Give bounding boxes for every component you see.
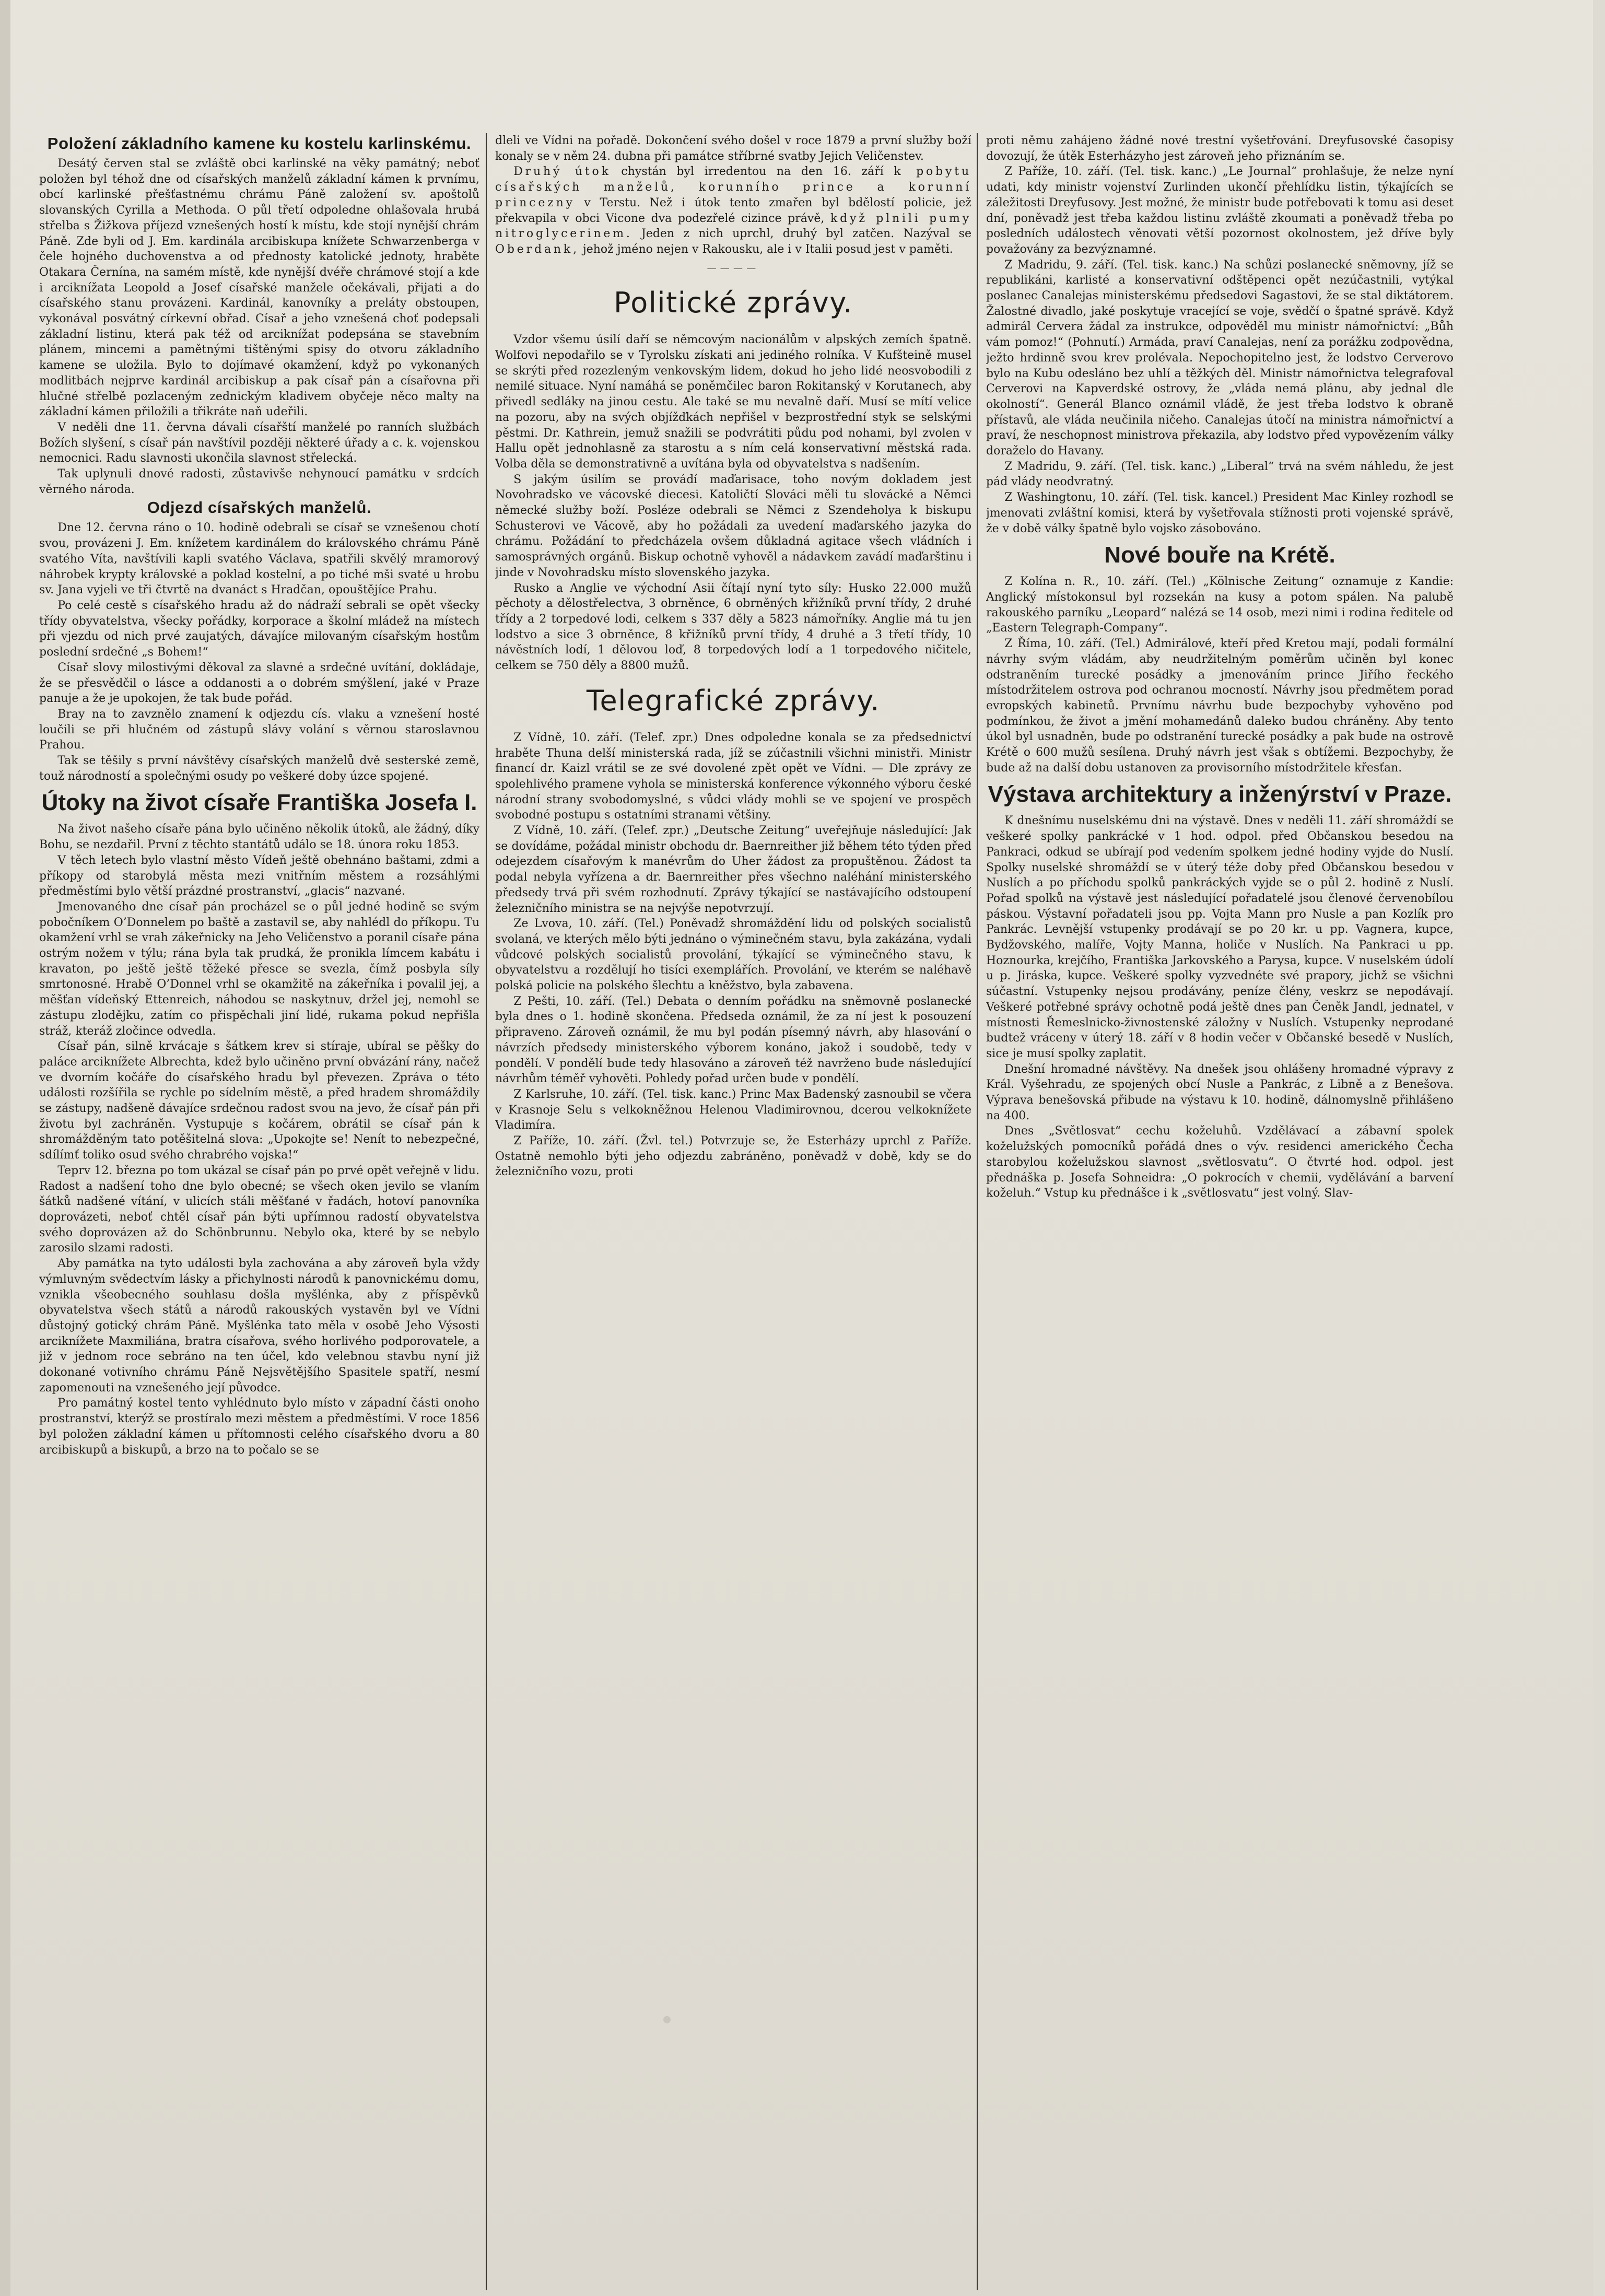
paragraph: V neděli dne 11. června dávali císařští manželé po ranních službách Božích slyšení, s císař pán navštívil později některé úřady a c. k. vojenskou nemocnici. Radu slavnosti ukončila slavnost střelecká.	[39, 420, 479, 465]
paragraph: Ze Lvova, 10. září. (Tel.) Poněvadž shromáždění lidu od polských socialistů svolaná, ve kterých mělo býti jednáno o výminečném stavu, byla zakázána, vydali vůdcové polských socialistů provolání, týkající se výminečného stavu, k obyvatelstvu a rozdělují ho tisíci exemplářích. Provolání, ve kterém se naléhavě polská policie na polského šlechtu a kněžstvo, byla zabavena.	[495, 917, 971, 993]
heading-departure: Odjezd císařských manželů.	[147, 498, 372, 517]
paragraph: S jakým úsilím se provádí maďarisace, toho novým dokladem jest Novohradsko ve vácovské diecesi. Katoličtí Slováci měli tu slovácké a Němci německé služby boží. Posléze odebrali se Němci z Szendeholya k biskupu Schusterovi ve Vácově, aby ho požádali za uvedení maďarského jazyka do chrámu. Požádání to předcházela ovšem důkladná agitace všech vládních i samosprávných orgánů. Biskup ochotně vyhověl a nádavkem zavádí maďarštinu i jinde v Novohradsku místo slovenského jazyka.	[495, 473, 971, 579]
paragraph: Z Vídně, 10. září. (Telef. zpr.) „Deutsche Zeitung“ uveřejňuje následující: Jak se dovídáme, požádal ministr obchodu dr. Baernreither již během této týden před odejezdem císařovým k manévrům do Uher žádost za propuštěnou. Žádost ta podal nebyla vyřízena a dr. Baernreither přes všechno naléhání ministerského předsedy trvá při svém rozhodnutí. Zprávy týkající se nastávajícího odstoupení železničního ministra se na nejvýše nepotvrzují.	[495, 824, 971, 915]
paragraph: Dne 12. června ráno o 10. hodině odebrali se císař se vznešenou chotí svou, provázeni J. Em. knížetem kardinálem do královského chrámu Páně svatého Víta, navštívili kapli svatého Václava, spatřili skvělý mramorový náhrobek krypty královské a poklad kostelní, a po tiché mši svaté u hrobu sv. Jana vyjeli ve tři čtvrtě na dvanáct s Hradčan, opouštějíce Prahu.	[39, 521, 479, 597]
paragraph: Dnešní hromadné návštěvy. Na dnešek jsou ohlášeny hromadné výpravy z Král. Vyšehradu, ze spojených obcí Nusle a Pankrác, z Libně a z Benešova. Výprava benešovská přibude na výstavu k 10. hodině, dálnomyslně přihlášeno na 400.	[986, 1062, 1454, 1122]
column-1	[39, 133, 479, 2285]
page-edge	[0, 0, 10, 2296]
paragraph: Z Madridu, 9. září. (Tel. tisk. kanc.) „Liberal“ trvá na svém náhledu, že jest pád vlády neodvratný.	[986, 460, 1454, 489]
section-rule: ————	[707, 262, 760, 274]
paragraph: Po celé cestě s císařského hradu až do nádraží sebrali se opět všecky třídy obyvatelstva, všecky pořádky, korporace a školní mládež na místech při vjezdu od nich prvé zaujatých, dávajíce milovaným císařským hostům poslední srdečné „s Bohem!“	[39, 599, 479, 659]
paragraph: Z Madridu, 9. září. (Tel. tisk. kanc.) Na schůzi poslanecké sněmovny, jíž se republikáni, karlisté a konservativní odštěpenci opět nezúčastnili, vytýkal poslanec Canalejas ministerskému předsedovi Sagastovi, že se stal diktátorem. Žalostné divadlo, jaké poskytuje vracející se voje, svědčí o špatné správě. Když admirál Cervera žádal za instrukce, odpověděl mu ministr námořnictví: „Bůh vám pomoz!“ (Pohnutí.) Armáda, praví Canalejas, není za porážku zodpovědna, ježto hrdinně svou krev prolévala. Nepochopitelno jest, že lodstvo Cerverovo bylo na Kubu odesláno bez uhlí a těžkých děl. Ministr námořnictva telegrafoval Cerverovi na Kapverdské ostrovy, že „vláda nemá plánu, aby jednal dle okolností“. Generál Blanco oznámil vládě, že jest třeba lodstvo k obraně přístavů, ale vláda neučinila ničeho. Canalejas útočí na ministra námořnictví a praví, že neschopnost ministrova překazila, aby lodstvo před vypovězením války doraželo do Havany.	[986, 258, 1454, 458]
text: v Terstu. Než i útok tento zmařen byl bdělostí policie, jež překvapila v obci Vicone dva podezřelé cizince právě,	[495, 196, 971, 225]
spaced-text: když plnili pumy nitroglycerinem.	[495, 212, 971, 241]
paragraph: Z Vídně, 10. září. (Telef. zpr.) Dnes odpoledne konala se za předsednictví hraběte Thuna delší ministerská rada, jíž se zúčastnili všichni ministři. Ministr financí dr. Kaizl vrátil se ze své dovolené zpět opět ve Vídni. — Dle zprávy ze spolehlivého pramene vyhola se ministerská konference výkonného výboru české národní strany svobodomyslné, s vůdci vlády mohli se ve spojení ve prospěch svobodné postupu s ostatními stranami většiny.	[495, 731, 971, 822]
paragraph: Aby památka na tyto události byla zachována a aby zároveň byla vždy výmluvným svědectvím lásky a přichylnosti národů k panovnickému domu, vznikla všeobecného souhlasu došla myšlénka, aby z příspěvků obyvatelstva všech států a národů rakouských vystavěn byl ve Vídni důstojný gotický chrám Páně. Myšlénka tato měla v osobě Jeho Výsosti arciknížete Maxmiliána, bratra císařova, svého horlivého podporovatele, a již v jednom roce sebráno na ten účel, kdo velebnou stavbu nyní již dokonané votivního chrámu Páně Nejsvětějšího Spasitele spatří, nesmí zapomenouti na vznešeného její původce.	[39, 1257, 479, 1395]
heading-exhibition: Výstava architektury a inženýrství v Praze.	[988, 781, 1452, 807]
paragraph: Z Paříže, 10. září. (Tel. tisk. kanc.) „Le Journal“ prohlašuje, že nelze nyní udati, kdy ministr vojenství Zurlinden ukončí přehlídku listin, týkajících se záležitosti Dreyfusovy. Jest možné, že ministr bude potřebovati k tomu asi deset dní, poněvadž jest třeba každou listinu zvláště zkoumati a poněvadž třeba po posledních událostech věnovati větší pozornost okolnostem, jež dříve byly považovány za bezvýznamné.	[986, 165, 1454, 256]
paragraph	[495, 164, 971, 257]
text: jehož jméno nejen v Rakousku, ale i v Italii posud jest v paměti.	[579, 242, 953, 256]
heading-foundation-stone: Položení základního kamene ku kostelu karlinskému.	[47, 134, 472, 153]
paragraph: Z Karlsruhe, 10. září. (Tel. tisk. kanc.) Princ Max Badenský zasnoubil se včera v Krasnoje Selu s velkokněžnou Helenou Vladimirovnou, dcerou velkoknížete Vladimíra.	[495, 1087, 971, 1132]
paragraph: Pro památný kostel tento vyhlédnuto bylo místo v západní části onoho prostranství, kterýž se prostíralo mezi městem a předměstími. V roce 1856 byl položen základní kámen u přítomnosti celého císařského dvoru a 80 arcibiskupů a biskupů, a brzo na to počalo se se	[39, 1397, 479, 1457]
paragraph: Na život našeho císaře pána bylo učiněno několik útoků, ale žádný, díky Bohu, se nezdařil. První z těchto stantátů událo se 18. února roku 1853.	[39, 823, 479, 852]
paragraph: Dnes „Světlosvat“ cechu koželuhů. Vzdělávací a zábavní spolek koželužských pomocníků pořádá dnes o výv. residenci amerického Čecha starobylou koželužskou slavnost „světlosvatu“. O čtvrté hod. odpol. jest přednáška p. Josefa Sohneidra: „O pokrocích v chemii, vydělávání a barvení koželuh.“ Vstup ku přednášce i k „světlosvatu“ jest volný. Slav-	[986, 1124, 1454, 1200]
heading-crete: Nové bouře na Krétě.	[1104, 542, 1335, 568]
paragraph: Teprv 12. března po tom ukázal se císař pán po prvé opět veřejně v lidu. Radost a nadšení toho dne bylo obecné; se všech oken jevilo se vlaním šátků nadšené vítání, v ulicích stáli měšťané v řadách, hotoví panovníka doprovázeti, neboť chtěl císař pán býti upřímnou radostí obyvatelstva svého doprovázen až do Schönbrunnu. Nebylo oka, které by se nebylo zarosilo slzami radosti.	[39, 1164, 479, 1255]
text: Jeden z nich uprchl, druhý byl zatčen. Nazýval se	[632, 227, 971, 241]
paragraph: Desátý červen stal se zvláště obci karlinské na věky památný; neboť položen byl téhož dne od císařských manželů základní kámen k prvnímu, obcí karlinské přešťastnému chrámu Páně založení sv. apoštolů slovanských Cyrilla a Methoda. O půl třetí odpoledne ohlašovala hrubá střelba s Žižkova příjezd vznešených hostí k místu, kde stojí nynější chrám Páně. Zde byli od J. Em. kardinála arcibiskupa knížete Schwarzenberga v čele hojného duchovenstva a od přednosty katolické jednoty, hraběte Otakara Černína, na samém místě, kde nynější dvéře chrámové stojí a kde i arciknížata Leopold a Josef císařské manžele očekávali, přijati a do císařského stanu provázeni. Kardinál, kanovníky a preláty obstoupen, vykonával posvátný církevní obřad. Císař a jeho vznešená choť podepsali základní listinu, která pak též od arciknížat podepsána se stavebním plánem, mincemi a pamětnými tištěnými spisy do otvoru základního kamene se uložila. Bylo to dojímavé okamžení, když po vykonaných modlitbách nejprve kardinál arcibiskup a pak císař pán a císařovna při hlučné střelbě pozlaceným zednickým kladivem obyčeje něco malty na základní kámen přiložili a třikráte naň udeřili.	[39, 157, 479, 419]
text: chystán byl irredentou na den 16. září	[611, 165, 894, 179]
column-3	[986, 133, 1454, 2285]
paragraph: Císař pán, silně krvácaje s šátkem krev si stíraje, ubíral se pěšky do paláce arciknížete Albrechta, kdež bylo učiněno první obvázání rány, načež ve dvorním kočáře do císařského hradu byl převezen. Zpráva o této události rozšířila se rychle po sídelním městě, a před hradem shromáždily se zástupy, nadšeně dávajíce srdečnou radost svou na jevo, že císař pán při životu byl zachráněn. Vystupuje s kočárem, obrátil se císař pán k shromážděným tato potěšitelná slova: „Upokojte se! Nenít to nebezpečné, sdílímť toliko osud svého chrabrého vojska!“	[39, 1040, 479, 1162]
heading-political-news: Politické zprávy.	[613, 286, 853, 320]
spaced-text: k pobytu císařských manželů, korunního prince a korunní princezny	[495, 165, 971, 209]
paragraph: Z Říma, 10. září. (Tel.) Admirálové, kteří před Kretou mají, podali formální návrhy svým vládám, aby neudržitelným poměrům učiněn byl konec odstraněním turecké posádky a jmenováním prince Jiřího řeckého místodržitelem ostrova pod ochranou mocností. Návrhy jsou předmětem porad evropských kabinetů. Prvnímu návrhu bude bezpochyby vyhověno pod podmínkou, že život a jmění mohamedánů daleko budou chráněny. Aby tento úkol byl usnadněn, bude po odstranění turecké posádky a pak bude na ostrově Krétě o 600 mužů sesílena. Druhý návrh jest však s obtížemi. Bezpochyby, že bude až na další dobu ustanoven za provisorního místodržitele křesťan.	[986, 637, 1454, 775]
column-rule-1	[486, 133, 487, 2290]
paragraph: Bray na to zavznělo znamení k odjezdu cís. vlaku a vznešení hosté loučili se při hlučném od zástupů slávy volání s věrnou staroslavnou Prahou.	[39, 707, 479, 752]
paragraph: Z Pešti, 10. září. (Tel.) Debata o denním pořádku na sněmovně poslanecké byla dnes o 1. hodině skončena. Předseda oznámil, že za ní jest k posouzení připraveno. Zároveň oznámil, že mu byl podán písemný návrh, aby hlasování o návrzích předsedy ministerského výborem konáno, jakož i soudobě, tedy v pondělí. V pondělí bude tedy hlasováno a zároveň též navrženo bude následující návrhům téměř vyhověti. Pohledy pořad určen bude v pondělí.	[495, 994, 971, 1086]
paragraph: Tak se těšily s první návštěvy císařských manželů dvě sesterské země, touž národností a společnými osudy po veškeré doby úzce spojené.	[39, 754, 479, 783]
column-rule-2	[977, 133, 978, 2290]
paragraph: dleli ve Vídni na pořadě. Dokončení svého došel v roce 1879 a první služby boží konaly se v něm 24. dubna při památce stříbrné svatby Jejich Veličenstev.	[495, 134, 971, 163]
spaced-text: Oberdank,	[495, 242, 579, 256]
paragraph: proti němu zahájeno žádné nové trestní vyšetřování. Dreyfusovské časopisy dovozují, že útěk Esterházyho jest zároveň jeho přiznáním se.	[986, 134, 1454, 163]
paragraph: Jmenovaného dne císař pán procházel se o půl jedné hodině se svým pobočníkem O’Donnelem po baště a zastavil se, aby nahlédl do příkopu. Tu okamžení vrhl se vrah zákeřnicky na Jeho Veličenstvo a poranil císaře pána ostrým nožem v týlu; rána byla tak prudká, že pronikla límcem kabátu i kravaton, po ještě ještě těžeké přesce se svezla, čímž posbyla síly smrtonosné. Hrabě O’Donnel vrhl se okamžitě na zákeřníka i povalil jej, a měšťan vídeňský Ettenreich, náhodou se naskytnuv, držel jej, nemohl se zástupu zlodějku, zatím co přispěchali jiní lidé, rukama pokud nepřišla stráž, kteráž zločince odvedla.	[39, 900, 479, 1038]
paragraph: V těch letech bylo vlastní město Vídeň ještě obehnáno baštami, zdmi a příkopy od starobylá města mezi vnitřním městem a rozsáhlými předměstími bylo větší prázdné prostranství, „glacis“ nazvané.	[39, 853, 479, 898]
paragraph: K dnešnímu nuselskému dni na výstavě. Dnes v neděli 11. září shromáždí se veškeré spolky pankrácké v 1 hod. odpol. před Občanskou besedou na Pankraci, odkud se ubírají pod vedením spolkem jedné hodiny vyjde do Nuslí. Spolky nuselské shromáždí se v úterý téže doby před Občanskou besedou v Nuslích a po příchodu spolků pankráckých vyjde se o půl 2. hodině z Nuslí. Pořad spolků na výstavě jest následující pořadatelé jsou členové červenobílou páskou. Výstavní pořadateli jsou pp. Vojta Mann pro Nusle a pan Kozlík pro Pankrác. Levnější vstupenky prodávají se po 20 kr. u pp. Vagnera, kupce, Bydžovského, malíře, Vojty Manna, holiče v Nuslích. Na Pankraci u pp. Hoznourka, krejčího, Františka Jarkovského a Parysa, kupce. V nuselském údolí u p. Jiráska, kupce. Veškeré spolky vyzvednéte své prapory, jichž se všichni súčastní. Vstupenky nejsou prodávány, peníze člény, veskrz se nepodávají. Veškeré potřebné správy ochotně podá ještě dnes pan Čeněk Jandl, jednatel, v místnosti Řemeslnicko-živnostenské záložny v Nuslích. Vstupenky neprodané budtež vráceny v úterý 18. září v 8 hodin večer v Občanské besedě v Nuslích, sice je musí spolky zaplatit.	[986, 814, 1454, 1060]
paragraph: Z Paříže, 10. září. (Žvl. tel.) Potvrzuje se, že Esterházy uprchl z Paříže. Ostatně nemohlo býti jeho odjezdu zabráněno, poněvadž v době, kdy se do železničního vozu, proti	[495, 1134, 971, 1179]
heading-attacks: Útoky na život císaře Františka Josefa I.	[41, 790, 477, 816]
paragraph: Tak uplynuli dnové radosti, zůstavivše nehynoucí památku v srdcích věrného národa.	[39, 467, 479, 496]
heading-telegraphic-news: Telegrafické zprávy.	[587, 684, 880, 717]
paragraph: Vzdor všemu úsilí daří se němcovým nacionálům v alpských zemích špatně. Wolfovi nepodařilo se v Tyrolsku získati ani jediného rolníka. V Kufšteině musel se skrýti před rozezleným venkovským lidem, dokud ho jeho lidé neosvobodili z nemilé situace. Nyní namáhá se poněmčilec baron Rokitanský v Korutanech, aby přivedl sedláky na jinou cestu. Ale také se mu nevalně daří. Musí se mítí velice na pozoru, aby na svých objížďkách nepřišel v bezprostřední styk se selskými pěstmi. Dr. Kathrein, jemuž snažili se podvrátiti půdu pod nohami, byl zvolen v Hallu opět jednohlasně za starostu a s ním celá konservativní městská rada. Volba děla se demonstrativně a uvítána byla od obyvatelstva s nadšením.	[495, 333, 971, 471]
paragraph: Císař slovy milostivými děkoval za slavné a srdečné uvítání, dokládaje, že se přesvědčil o lásce a oddanosti a o dobrém smýšlení, jaké v Praze panuje a že je upokojen, že tak bude pořád.	[39, 661, 479, 706]
column-2	[495, 133, 971, 2285]
spaced-text: Druhý útok	[513, 165, 611, 179]
paragraph: Z Washingtonu, 10. září. (Tel. tisk. kancel.) President Mac Kinley rozhodl se jmenovati zvláštní komisi, která by vyšetřovala stížnosti proti vojenské správě, že v době války špatně bylo vojsko zásobováno.	[986, 491, 1454, 535]
paragraph: Z Kolína n. R., 10. září. (Tel.) „Kölnische Zeitung“ oznamuje z Kandie: Anglický místokonsul byl rozsekán na kusy a potom spálen. Na palubě rakouského parníku „Leopard“ nalézá se 14 osob, mezi nimi i rodina ředitele od „Eastern Telegraph-Company“.	[986, 575, 1454, 635]
paragraph: Rusko a Anglie ve východní Asii čítají nyní tyto síly: Husko 22.000 mužů pěchoty a dělostřelectva, 3 obrněnce, 6 obrněných křižníků první třídy, 2 druhé třídy a 2 torpedové lodi, celkem s 337 děly a 5823 námořníky. Anglie má tu jen lodstvo a sice 3 obrněnce, 8 křižníků první třídy, 4 druhé a 3 třetí třídy, 10 návěstních lodí, 1 dělovou loď, 8 torpedových lodí a 1 torpedového ničitele, celkem se 750 děly a 8800 mužů.	[495, 581, 971, 673]
